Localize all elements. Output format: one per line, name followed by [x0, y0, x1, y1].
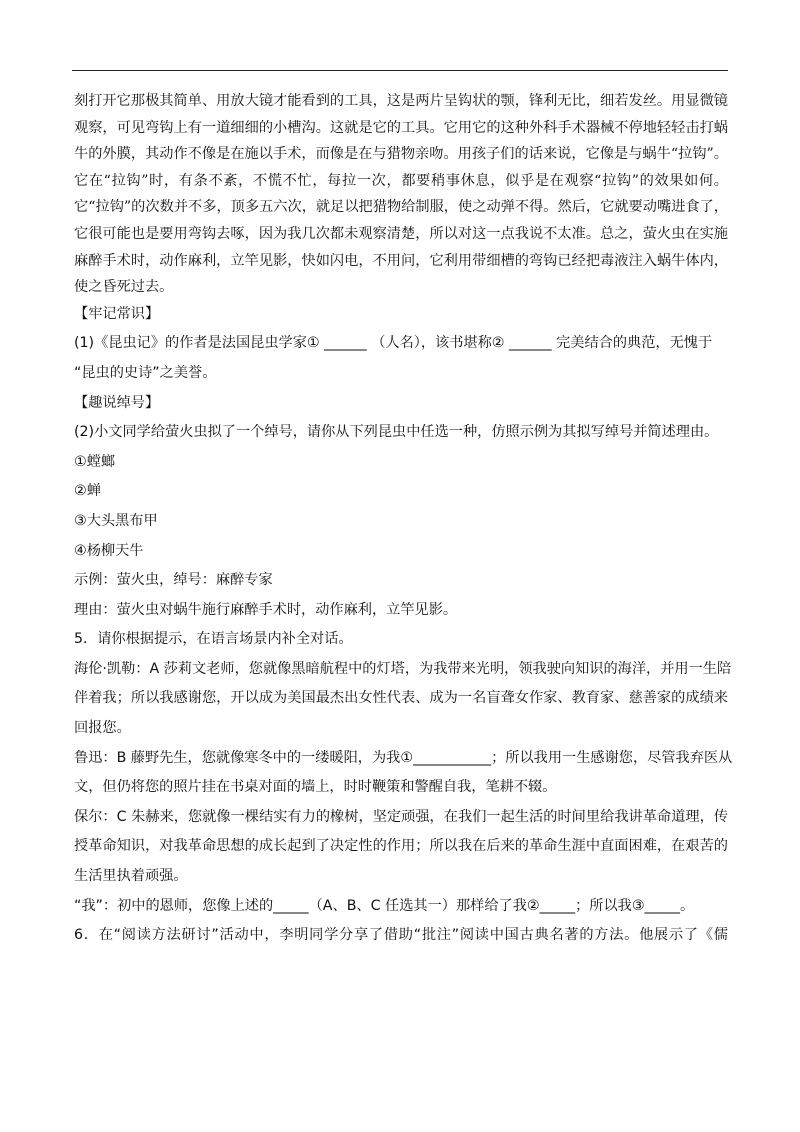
dialogue-a-line: 海伦·凯勒：A 莎莉文老师，您就像黑暗航程中的灯塔，为我带来光明，领我驶向知识的海洋，并用一生陪 [74, 660, 732, 677]
option-item: ①螳螂 [74, 453, 116, 470]
passage-line: 牛的外膜，其动作不像是在施以手术，而像是在与猎物亲吻。用孩子们的话来说，它像是与蜗牛“拉钩”。 [74, 146, 728, 163]
dialogue-b-line: 文，但仍将您的照片挂在书桌对面的墙上，时时鞭策和警醒自我，笔耕不辍。 [74, 779, 557, 796]
passage-line: 观察，可见弯钩上有一道细细的小槽沟。这就是它的工具。它用它的这种外科手术器械不停地轻轻击打蜗 [74, 119, 728, 136]
passage-line: 使之昏死过去。 [74, 279, 174, 296]
reason-line: 理由：萤火虫对蜗牛施行麻醉手术时，动作麻利，立竿见影。 [74, 601, 458, 618]
example-line: 示例：萤火虫，绰号：麻醉专家 [74, 572, 273, 589]
option-item: ②蝉 [74, 483, 101, 500]
option-item: ④杨柳天牛 [74, 542, 144, 559]
section-heading-common-knowledge: 【牢记常识】 [74, 305, 160, 322]
dialogue-c-line: 授革命知识，对我革命思想的成长起到了决定性的作用；所以我在后来的革命生涯中直面困难，在艰苦的 [74, 838, 728, 855]
dialogue-c-line: 生活里执着顽强。 [74, 868, 188, 885]
passage-line: 它很可能也是要用弯钩去啄，因为我几次都未观察清楚，所以对这一点我说不太准。总之，萤火虫在实施 [74, 225, 728, 242]
dialogue-a-line: 伴着我；所以我感谢您，开以成为美国最杰出女性代表、成为一名盲聋女作家、教育家、慈善家的成绩来 [74, 690, 728, 707]
passage-line: 麻醉手术时，动作麻利，立竿见影，快如闪电，不用问，它利用带细槽的弯钩已经把毒液注入蜗牛体内， [74, 252, 728, 269]
dialogue-a-line: 回报您。 [74, 720, 131, 737]
header-rule [72, 70, 728, 71]
section-heading-nickname: 【趣说绰号】 [74, 394, 160, 411]
question-2-text: (2)小文同学给萤火虫拟了一个绰号，请你从下列昆虫中任选一种，仿照示例为其拟写绰号并简述理由。 [74, 424, 719, 441]
dialogue-b-line: 鲁迅：B 藤野先生，您就像寒冬中的一缕暖阳，为我①___________；所以我用一生感谢您，尽管我弃医从 [74, 749, 733, 766]
passage-line: 它在“拉钩”时，有条不紊，不慌不忙，每拉一次，都要稍事休息，似乎是在观察“拉钩”的效果如何。 [74, 172, 728, 189]
option-item: ③大头黑布甲 [74, 512, 158, 529]
question-1-line: (1)《昆虫记》的作者是法国昆虫学家① ______ （人名），该书堪称② ______ 完美结合的典范，无愧于 [74, 335, 713, 352]
question-5-title: 5．请你根据提示，在语言场景内补全对话。 [74, 631, 353, 648]
passage-line: 刻打开它那极其简单、用放大镜才能看到的工具，这是两片呈钩状的颚，锋利无比，细若发丝。用显微镜 [74, 93, 728, 109]
document-body [74, 88, 733, 949]
passage [74, 88, 728, 301]
dialogue-me-line: “我”：初中的恩师，您像上述的_____（A、B、C 任选其一）那样给了我②_____；所以我③_____。 [74, 897, 695, 914]
passage-line: 它“拉钩”的次数并不多，顶多五六次，就足以把猎物给制服，使之动弹不得。然后，它就要动嘴进食了， [74, 199, 728, 216]
dialogue-c-line: 保尔：C 朱赫来，您就像一棵结实有力的橡树，坚定顽强，在我们一起生活的时间里给我讲革命道理，传 [74, 808, 728, 825]
question-6-text: 6．在“阅读方法研讨”活动中，李明同学分享了借助“批注”阅读中国古典名著的方法。他展示了《儒 [74, 927, 728, 944]
question-1-line: “昆虫的史诗”之美誉。 [74, 364, 217, 381]
